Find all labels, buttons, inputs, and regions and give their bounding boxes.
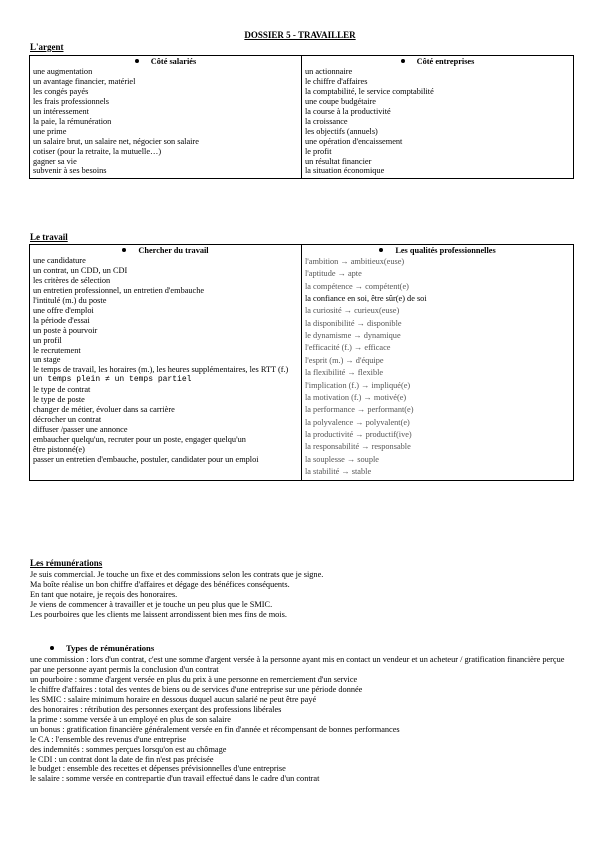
bullet-icon [401,59,405,63]
section-heading-argent: L'argent [30,42,64,52]
travail-table [29,244,574,481]
section-heading-remunerations: Les rémunérations [30,558,103,568]
list-item: une coupe budgétaire [305,96,376,106]
list-item: l'ambition → ambitieux(euse) [305,256,405,266]
list-item: l'intitulé (m.) du poste [33,295,107,305]
page-title: DOSSIER 5 - TRAVAILLER [244,30,356,40]
list-item: une opération d'encaissement [305,136,403,146]
list-item: décrocher un contrat [33,414,102,424]
argent-table [29,55,574,179]
travail-right-header: Les qualités professionnelles [305,246,570,256]
list-item: la comptabilité, le service comptabilité [305,86,434,96]
list-item: subvenir à ses besoins [33,166,107,176]
list-item: cotiser (pour la retraite, la mutuelle…) [33,146,162,156]
list-item: un résultat financier [305,156,372,166]
list-item: une candidature [33,255,86,265]
intro-line: Je suis commercial. Je touche un fixe et des commissions selon les contrats que je signe. [30,570,324,579]
list-item: l'efficacité (f.) → efficace [305,343,391,353]
types-heading: Types de rémunérations [50,643,154,653]
list-item: la productivité → productif(ive) [305,429,412,439]
list-item: un entretien professionnel, un entretien d'embauche [33,285,205,295]
definition-item: un bonus : gratification financière généralement versée en fin d'année et récompensant de bonnes performances [30,724,400,734]
list-item: un actionnaire [305,66,353,76]
list-item: changer de métier, évoluer dans sa carrière [33,404,175,414]
list-item: un stage [33,355,61,365]
list-item: le profit [305,146,332,156]
intro-line: Les pourboires que les clients me laissent arrondissent bien mes fins de mois. [30,609,287,619]
intro-line: En tant que notaire, je reçois des honoraires. [30,589,178,599]
argent-left-header: Côté salariés [33,57,298,67]
list-item: embaucher quelqu'un, recruter pour un poste, engager quelqu'un [33,434,246,444]
remunerations-intro [30,570,575,620]
list-item: la responsabilité → responsable [305,442,411,452]
definition-item: un pourboire : somme d'argent versée en plus du prix à une personne en remerciement d'un service [30,674,358,684]
list-item: le chiffre d'affaires [305,76,368,86]
list-item: la compétence → compétent(e) [305,281,409,291]
list-item: une augmentation [33,66,93,76]
list-item: un salaire brut, un salaire net, négocier son salaire [33,136,199,146]
list-item: la motivation (f.) → motivé(e) [305,392,407,402]
list-item: la curiosité → curieux(euse) [305,306,400,316]
types-list [30,655,575,784]
definition-item: les SMIC : salaire minimum horaire en dessous duquel aucun salarié ne peut être payé [30,694,317,704]
list-item: le recrutement [33,345,81,355]
definition-item: la prime : somme versée à un employé en plus de son salaire [30,714,231,724]
definition-item: des honoraires : rétribution des personnes exerçant des professions libérales [30,704,282,714]
list-item: le type de poste [33,394,85,404]
travail-left-header: Chercher du travail [33,246,298,256]
definition-item: une commission : lors d'un contrat, c'est une somme d'argent versée à la personne ayant mis en contact un vendeur et un acheteur / gratification financière perçue par une personne ayant permis la conclusion d'un contrat [30,655,565,674]
list-item: une prime [33,126,67,136]
list-item: un temps plein ≠ un temps partiel [33,375,192,385]
list-item: un contrat, un CDD, un CDI [33,265,128,275]
travail-left-cell [30,245,302,481]
list-item: un avantage financier, matériel [33,76,136,86]
list-item: la situation économique [305,166,385,176]
list-item: l'implication (f.) → impliqué(e) [305,380,411,390]
list-item: les objectifs (annuels) [305,126,378,136]
travail-right-cell [302,245,574,481]
definition-item: le salaire : somme versée en contrepartie d'un travail effectué dans le cadre d'un contrat [30,774,320,784]
list-item: la disponibilité → disponible [305,318,402,328]
list-item: la performance → performant(e) [305,405,414,415]
section-heading-travail: Le travail [30,232,68,242]
list-item: la flexibilité → flexible [305,368,384,378]
list-item: un intéressement [33,106,89,116]
list-item: les congés payés [33,86,89,96]
list-item: être pistonné(e) [33,444,85,454]
list-item: la croissance [305,116,348,126]
definition-item: le CA : l'ensemble des revenus d'une entreprise [30,734,187,744]
bullet-icon [135,59,139,63]
list-item: le type de contrat [33,384,91,394]
bullet-icon [50,646,54,650]
list-item: le temps de travail, les horaires (m.), les heures supplémentaires, les RTT (f.) [33,365,289,375]
list-item: diffuser /passer une annonce [33,424,128,434]
intro-line: Ma boîte réalise un bon chiffre d'affaires et dégage des bénéfices conséquents. [30,579,290,589]
list-item: une offre d'emploi [33,305,94,315]
argent-right-cell [302,56,574,179]
list-item: la paie, la rémunération [33,116,112,126]
definition-item: le CDI : un contrat dont la date de fin n'est pas précisée [30,754,214,764]
list-item: l'aptitude → apte [305,269,362,279]
definition-item: le chiffre d'affaires : total des ventes de biens ou de services d'une entreprise sur une période donnée [30,684,363,694]
list-item: le dynamisme → dynamique [305,331,401,341]
list-item: un poste à pourvoir [33,325,98,335]
list-item: passer un entretien d'embauche, postuler, candidater pour un emploi [33,454,259,464]
list-item: la course à la productivité [305,106,391,116]
list-item: la période d'essai [33,315,90,325]
list-item: la souplesse → souple [305,454,379,464]
argent-left-cell [30,56,302,179]
list-item: les critères de sélection [33,275,111,285]
definition-item: le budget : ensemble des recettes et dépenses prévisionnelles d'une entreprise [30,764,286,774]
bullet-icon [122,248,126,252]
definition-item: des indemnités : sommes perçues lorsqu'on est au chômage [30,744,227,754]
list-item: les frais professionnels [33,96,110,106]
intro-line: Je viens de commencer à travailler et je touche un peu plus que le SMIC. [30,599,273,609]
list-item: la confiance en soi, être sûr(e) de soi [305,294,427,304]
argent-right-header: Côté entreprises [305,57,570,67]
list-item: la polyvalence → polyvalent(e) [305,417,410,427]
list-item: la stabilité → stable [305,467,372,477]
bullet-icon [379,248,383,252]
list-item: l'esprit (m.) → d'équipe [305,355,384,365]
list-item: gagner sa vie [33,156,77,166]
list-item: un profil [33,335,62,345]
